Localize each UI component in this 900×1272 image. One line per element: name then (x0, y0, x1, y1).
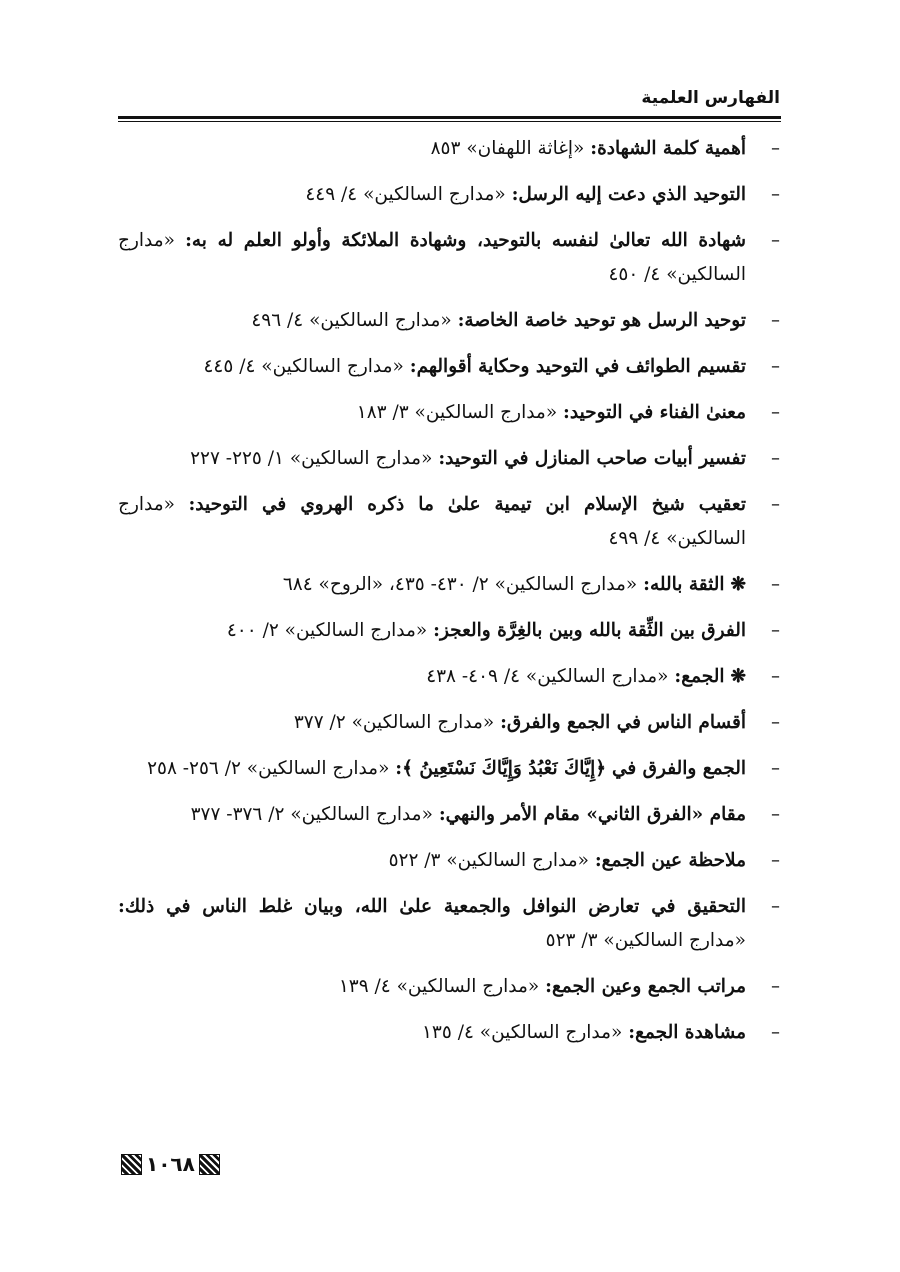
dash-bullet: – (771, 712, 780, 733)
entry-reference: «مدارج السالكين» ٢/ ٤٠٠ (226, 620, 428, 641)
entry-heading: الجمع: (674, 666, 725, 687)
entry-heading: الثقة بالله: (643, 574, 725, 595)
dash-bullet: – (771, 184, 780, 205)
index-entry-list (118, 132, 780, 1062)
dash-bullet: – (771, 402, 780, 423)
entry-heading: توحيد الرسل هو توحيد خاصة الخاصة: (457, 310, 746, 331)
running-title: الفهارس العلمية (641, 88, 780, 108)
entry-heading: تقسيم الطوائف في التوحيد وحكاية أقوالهم: (409, 356, 746, 377)
entry-heading: أقسام الناس في الجمع والفرق: (500, 712, 746, 733)
quran-verse: ﴿إِيَّاكَ نَعْبُدُ وَإِيَّاكَ نَسْتَعِينُ ﴾ (402, 758, 607, 779)
entry-reference: «مدارج السالكين» ٣/ ٥٢٢ (388, 850, 589, 871)
dash-bullet: – (771, 574, 780, 595)
entry-reference: «مدارج السالكين» ٣/ ٥٢٣ (545, 930, 746, 951)
index-entry (118, 178, 780, 212)
star-icon: ❋ (730, 666, 746, 687)
entry-heading: الفرق بين الثِّقة بالله وبين بالغِرَّة والعجز: (433, 620, 746, 641)
entry-reference: «إغاثة اللهفان» ٨٥٣ (430, 138, 585, 159)
header-rule-thick (118, 116, 781, 119)
index-entry (118, 224, 780, 292)
entry-reference: «مدارج السالكين» ٢/ ٣٧٦- ٣٧٧ (190, 804, 433, 825)
index-entry (118, 132, 780, 166)
entry-heading: التوحيد الذي دعت إليه الرسل: (511, 184, 746, 205)
index-entry (118, 660, 780, 694)
index-entry (118, 614, 780, 648)
entry-reference: «مدارج السالكين» ٢/ ٢٥٦- ٢٥٨ (147, 758, 390, 779)
entry-heading: تفسير أبيات صاحب المنازل في التوحيد: (438, 448, 746, 469)
entry-reference: «مدارج السالكين» ٢/ ٤٣٠- ٤٣٥، «الروح» ٦٨٤ (282, 574, 638, 595)
index-entry (118, 970, 780, 1004)
index-entry (118, 798, 780, 832)
entry-reference: «مدارج السالكين» ٤/ ٤٤٥ (203, 356, 404, 377)
dash-bullet: – (771, 976, 780, 997)
index-entry (118, 304, 780, 338)
entry-reference: «مدارج السالكين» ٢/ ٣٧٧ (293, 712, 495, 733)
entry-heading: تعقيب شيخ الإسلام ابن تيمية علىٰ ما ذكره الهروي في التوحيد: (188, 494, 746, 515)
index-entry (118, 396, 780, 430)
entry-reference: «مدارج السالكين» ٤/ ٤٠٩- ٤٣٨ (426, 666, 669, 687)
entry-heading: مراتب الجمع وعين الجمع: (545, 976, 746, 997)
entry-reference: «مدارج السالكين» ٤/ ١٣٥ (422, 1022, 623, 1043)
dash-bullet: – (771, 896, 780, 917)
index-entry (118, 350, 780, 384)
dash-bullet: – (771, 1022, 780, 1043)
dash-bullet: – (771, 666, 780, 687)
ornament-icon (121, 1154, 142, 1175)
index-entry (118, 890, 780, 958)
dash-bullet: – (771, 758, 780, 779)
dash-bullet: – (771, 850, 780, 871)
dash-bullet: – (771, 448, 780, 469)
ornament-icon (199, 1154, 220, 1175)
dash-bullet: – (771, 356, 780, 377)
index-entry (118, 1016, 780, 1050)
entry-heading: مشاهدة الجمع: (628, 1022, 746, 1043)
dash-bullet: – (771, 310, 780, 331)
index-entry (118, 706, 780, 740)
dash-bullet: – (771, 230, 780, 251)
entry-reference: «مدارج السالكين» ٤/ ٤٩٦ (251, 310, 452, 331)
dash-bullet: – (771, 804, 780, 825)
entry-reference: «مدارج السالكين» ٣/ ١٨٣ (356, 402, 558, 423)
entry-reference: «مدارج السالكين» ١/ ٢٢٥- ٢٢٧ (190, 448, 433, 469)
entry-reference: «مدارج السالكين» ٤/ ٤٩٩ (118, 494, 746, 549)
page-number: ١٠٦٨ (146, 1152, 195, 1176)
entry-heading: الجمع والفرق في (611, 758, 746, 779)
star-icon: ❋ (730, 574, 746, 595)
entry-heading: أهمية كلمة الشهادة: (590, 138, 746, 159)
index-entry (118, 568, 780, 602)
entry-reference: «مدارج السالكين» ٤/ ١٣٩ (338, 976, 540, 997)
dash-bullet: – (771, 494, 780, 515)
index-entry (118, 844, 780, 878)
index-entry (118, 488, 780, 556)
entry-reference: «مدارج السالكين» ٤/ ٤٤٩ (305, 184, 506, 205)
dash-bullet: – (771, 620, 780, 641)
entry-heading: مقام «الفرق الثاني» مقام الأمر والنهي: (438, 804, 746, 825)
entry-heading: شهادة الله تعالىٰ لنفسه بالتوحيد، وشهادة الملائكة وأولو العلم له به: (185, 230, 747, 251)
entry-heading: التحقيق في تعارض النوافل والجمعية علىٰ الله، وبيان غلط الناس في ذلك: (118, 896, 746, 917)
header-rule-thin (118, 121, 781, 122)
dash-bullet: – (771, 138, 780, 159)
index-entry (118, 752, 780, 786)
entry-heading: معنىٰ الفناء في التوحيد: (563, 402, 746, 423)
entry-reference: «مدارج السالكين» ٤/ ٤٥٠ (118, 230, 746, 285)
entry-heading-suffix: : (395, 758, 403, 779)
entry-heading: ملاحظة عين الجمع: (594, 850, 746, 871)
index-entry (118, 442, 780, 476)
page-number-box (121, 1152, 220, 1176)
